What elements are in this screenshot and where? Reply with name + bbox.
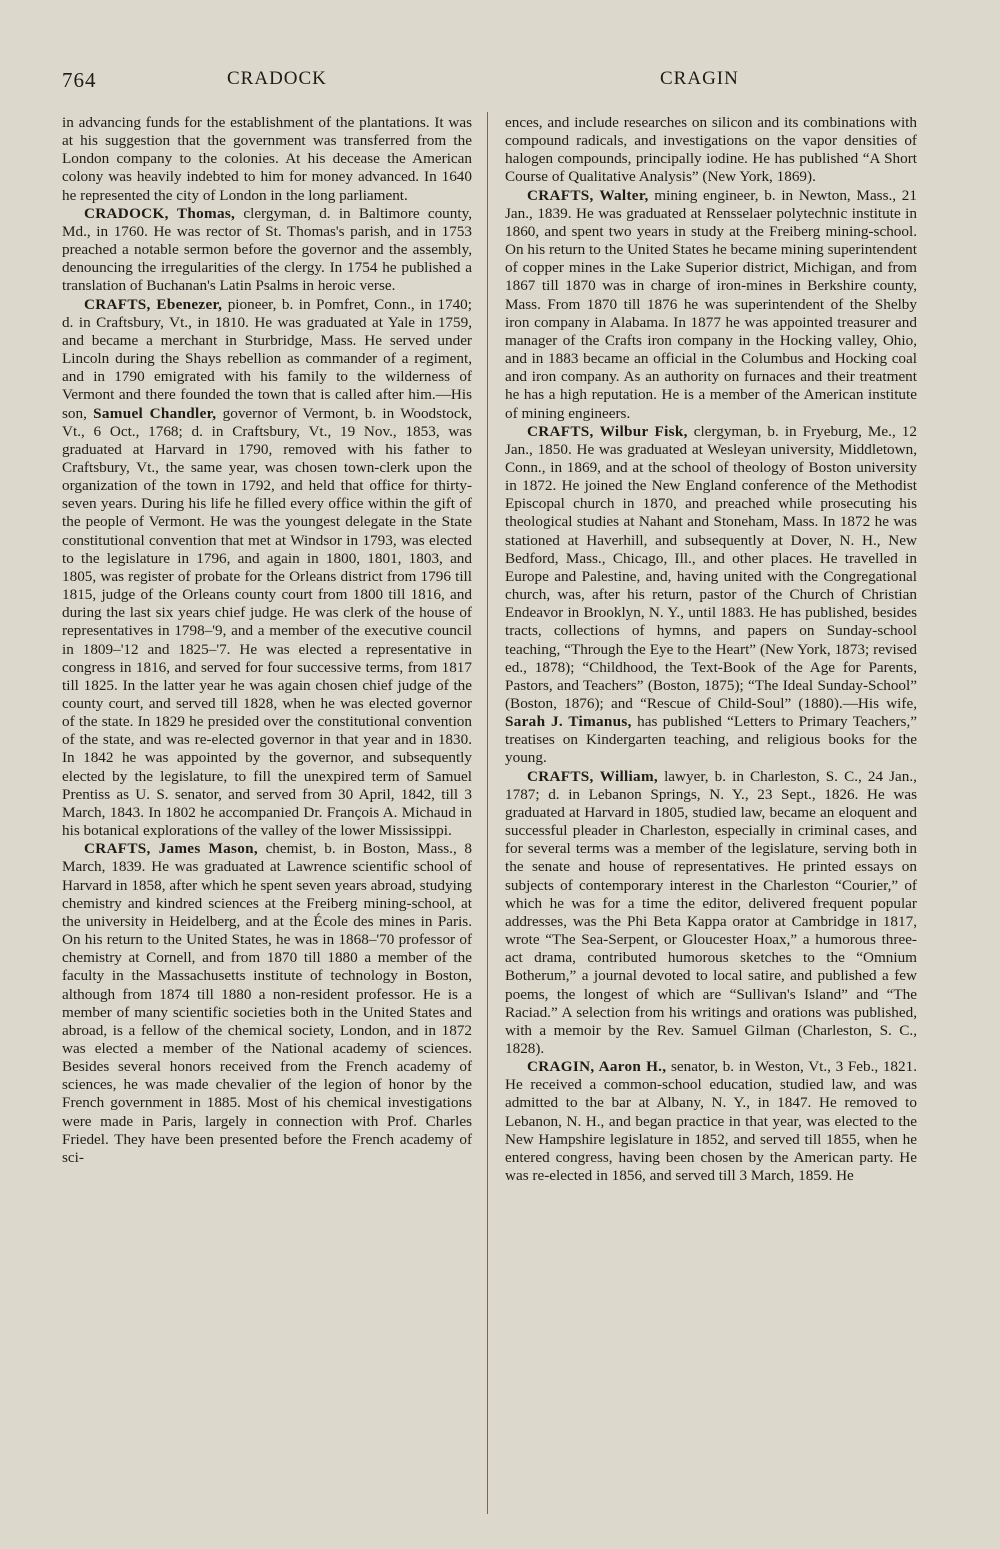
headword: CRAFTS, William, xyxy=(527,767,658,785)
entry-crafts-walter xyxy=(505,187,917,423)
entry-text: pioneer, b. in Pomfret, Conn., in 1740; d. in Craftsbury, Vt., in 1810. He was graduated at Yale in 1759, and became a merchant in Sturbridge, Mass. He served under Lincoln during the Shays rebellion as commander of a regiment, and in 1790 emigrated with his family to the wilderness of Vermont and there founded the town that is called after him.—His son, xyxy=(62,295,472,422)
entry-crafts-james-mason xyxy=(62,840,472,1167)
entry-text: has published “Letters to Primary Teachers,” treatises on Kindergarten teaching, and religious books for the young. xyxy=(505,713,917,767)
right-column xyxy=(505,114,917,1185)
headword: CRADOCK, Thomas, xyxy=(84,204,236,222)
headword: CRAFTS, Ebenezer, xyxy=(84,295,223,313)
sub-headword: Samuel Chandler, xyxy=(93,404,217,422)
entry-continuation: in advancing funds for the establishment of the plantations. It was at his suggestion that the government was transferred from the London company to the colonies. At his decease the American colony was heavily indebted to him for money advanced. In 1640 he represented the city of London in the long parliament. xyxy=(62,114,472,204)
entry-text: senator, b. in Weston, Vt., 3 Feb., 1821. He received a common-school education, studied law, and was admitted to the bar at Albany, N. Y., in 1847. He removed to Lebanon, N. H., and began practice in that year, was elected to the New Hampshire legislature in 1852, and served till 1855, when he entered congress, having been chosen by the American party. He was re-elected in 1856, and served till 3 March, 1859. He xyxy=(505,1058,917,1185)
left-column xyxy=(62,114,472,1167)
entry-text: chemist, b. in Boston, Mass., 8 March, 1839. He was graduated at Lawrence scientific school of Harvard in 1858, after which he spent seven years abroad, studying chemistry and kindred sciences at the Freiberg mining-school, at the university in Heidelberg, and at the École des mines in Paris. On his return to the United States, he was in 1868–'70 professor of chemistry at Cornell, and from 1870 till 1880 a member of the faculty in the Massachusetts institute of technology in Boston, although from 1874 till 1880 a non-resident professor. He is a member of many scientific societies both in the United States and abroad, is a fellow of the chemical society, London, and in 1872 was elected a member of the National academy of sciences. Besides several honors received from the French academy of sciences, he was made chevalier of the legion of honor by the French government in 1885. Most of his chemical investigations were made in Paris, largely in connection with Prof. Charles Friedel. They have been presented before the French academy of sci- xyxy=(62,840,472,1166)
headword: CRAFTS, James Mason, xyxy=(84,840,258,858)
entry-crafts-wilbur-fisk xyxy=(505,423,917,768)
entry-continuation: ences, and include researches on silicon and its combinations with compound radicals, and investigations on the vapor densities of halogen compounds, principally iodine. He has published “A Short Course of Qualitative Analysis” (New York, 1869). xyxy=(505,114,917,186)
entry-text: governor of Vermont, b. in Woodstock, Vt., 6 Oct., 1768; d. in Craftsbury, Vt., 19 Nov., 1853, was graduated at Harvard in 1790, removed with his father to Craftsbury, Vt., the same year, was chosen town-clerk upon the organization of the town in 1792, and held that office for thirty-seven years. During his life he filled every office within the gift of the people of Vermont. He was the youngest delegate in the State constitutional convention that met at Windsor in 1793, was elected to the legislature in 1796, and again in 1800, 1801, 1803, and 1805, was register of probate for the Orleans district from 1796 till 1815, judge of the Orleans county court from 1800 till 1816, and during the last six years chief judge. He was clerk of the house of representatives in 1798–'9, and a member of the executive council in 1809–'12 and 1825–'7. He was elected a representative in congress in 1816, and served for four successive terms, from 1817 till 1825. In the latter year he was again chosen chief judge of the county court, and served till 1828, when he was elected governor of the state. In 1829 he presided over the constitutional convention of the state, and was re-elected governor in that year and in 1830. In 1842 he was appointed by the governor, and subsequently elected by the legislature, to fill the unexpired term of Samuel Prentiss as U. S. senator, and served from 30 April, 1842, till 3 March, 1843. In 1802 he accompanied Dr. François A. Michaud in his botanical explorations of the valley of the lower Mississippi. xyxy=(62,404,472,840)
headword: CRAFTS, Wilbur Fisk, xyxy=(527,422,688,440)
entry-text: lawyer, b. in Charleston, S. C., 24 Jan., 1787; d. in Lebanon Springs, N. Y., 23 Sept., 1826. He was graduated at Harvard in 1805, studied law, became an eloquent and successful pleader in Charleston, especially in criminal cases, and for several terms was a member of the legislature, serving both in the senate and house of representatives. He printed essays on subjects of contemporary interest in the Charleston “Courier,” of which he was for a time the editor, delivered frequent popular addresses, was the Phi Beta Kappa orator at Cambridge in 1817, wrote “The Sea-Serpent, or Gloucester Hoax,” a humorous three-act drama, contributed humorous sketches to the “Omnium Botherum,” a journal devoted to local satire, and published a few poems, the longest of which are “Sullivan's Island” and “The Raciad.” A selection from his writings and orations was published, with a memoir by the Rev. Samuel Gilman (Charleston, S. C., 1828). xyxy=(505,767,917,1057)
column-divider xyxy=(487,112,488,1514)
entry-crafts-william xyxy=(505,768,917,1059)
page-header xyxy=(62,68,952,98)
entry-crafts-ebenezer xyxy=(62,296,472,841)
headword: CRAFTS, Walter, xyxy=(527,186,649,204)
left-running-head: CRADOCK xyxy=(227,68,327,89)
sub-headword: Sarah J. Timanus, xyxy=(505,713,632,731)
page-number: 764 xyxy=(62,68,97,92)
entry-text: clergyman, d. in Baltimore county, Md., in 1760. He was rector of St. Thomas's parish, and in 1753 preached a notable sermon before the governor and the assembly, denouncing the irregularities of the clergy. In 1754 he published a translation of Buchanan's Latin Psalms in heroic verse. xyxy=(62,204,472,295)
entry-text: clergyman, b. in Fryeburg, Me., 12 Jan., 1850. He was graduated at Wesleyan university, Middletown, Conn., in 1869, and at the school of theology of Boston university in 1872. He joined the New England conference of the Methodist Episcopal church in 1870, and preached while prosecuting his theological studies at Nahant and Stoneham, Mass. In 1872 he was stationed at Haverhill, and subsequently at Dover, N. H., New Bedford, Mass., Chicago, Ill., and other places. He travelled in Europe and Palestine, and, having united with the Congregational church, was, after his return, pastor of the Church of Christian Endeavor in Brooklyn, N. Y., until 1883. He has published, besides tracts, collections of hymns, and papers on Sunday-school teaching, “Through the Eye to the Heart” (New York, 1873; revised ed., 1878); “Childhood, the Text-Book of the Age for Parents, Pastors, and Teachers” (Boston, 1875); “The Ideal Sunday-School” (Boston, 1876); and “Rescue of Child-Soul” (1880).—His wife, xyxy=(505,422,917,712)
entry-cradock-thomas xyxy=(62,205,472,296)
right-running-head: CRAGIN xyxy=(660,68,739,89)
entry-text: mining engineer, b. in Newton, Mass., 21 Jan., 1839. He was graduated at Rensselaer polytechnic institute in 1860, and spent two years in study at the Freiberg mining-school. On his return to the United States he became mining superintendent of copper mines in the Lake Superior district, Michigan, and from 1867 till 1870 was in charge of iron-mines in Berkshire county, Mass. From 1870 till 1876 he was superintendent of the Shelby iron company in Alabama. In 1877 he was appointed treasurer and manager of the Crafts iron company in the Hocking valley, Ohio, and in 1883 became an official in the Columbus and Hocking coal and iron company. As an authority on furnaces and their treatment he has a high reputation. He is a member of the American institute of mining engineers. xyxy=(505,186,917,422)
headword: CRAGIN, Aaron H., xyxy=(527,1058,667,1076)
entry-cragin-aaron xyxy=(505,1058,917,1185)
